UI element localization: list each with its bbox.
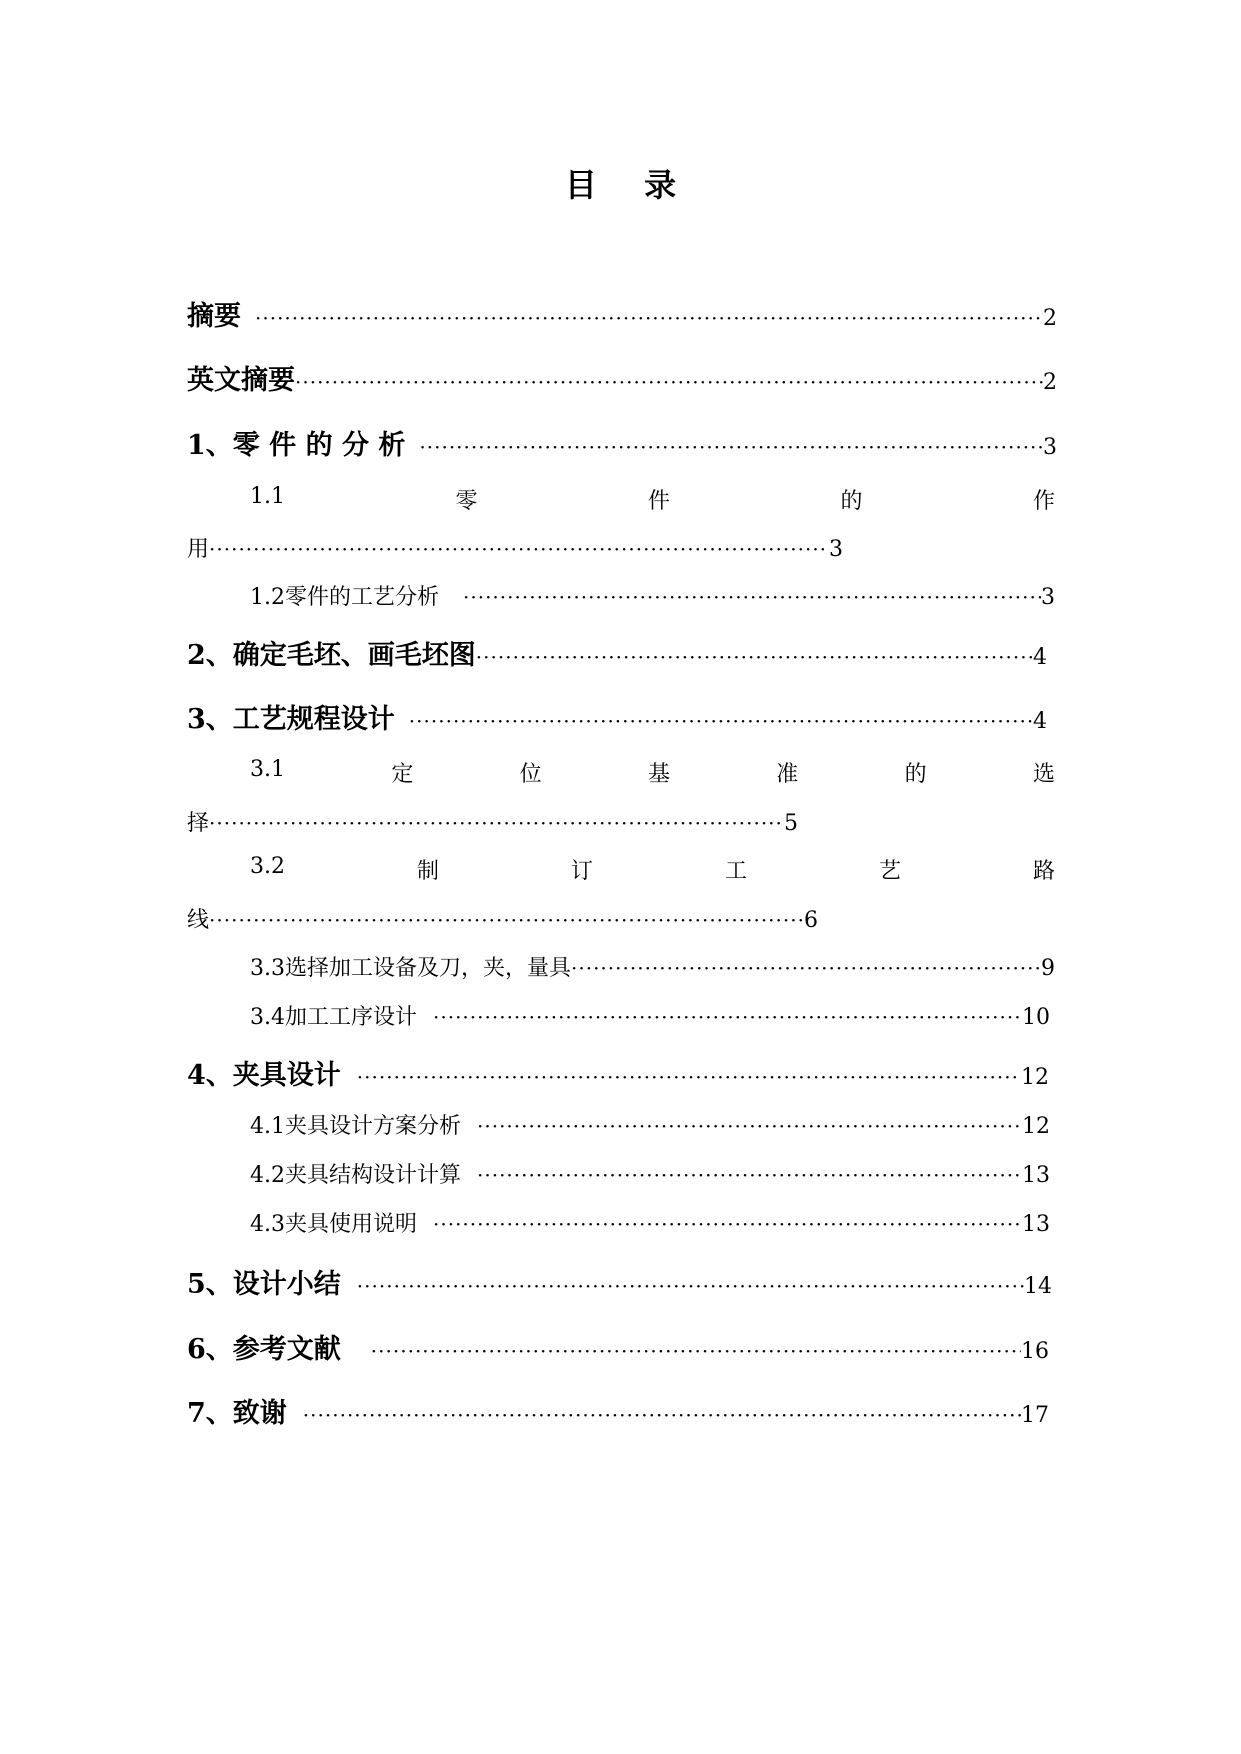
toc-page-number: 3 [829,537,844,562]
toc-entry-continuation[interactable] [187,532,843,563]
toc-page-number: 14 [1024,1274,1052,1299]
toc-entry-word: 3.1 [250,757,285,782]
toc-entry-word: 定 [391,762,414,787]
toc-leader-dots [303,1403,1021,1427]
toc-entry-label: 线 [187,908,210,933]
toc-leader-dots [463,585,1041,609]
toc-entry-word: 艺 [878,859,901,884]
toc-leader-dots [357,1274,1024,1298]
toc-entry-label: 1、零 件 的 分 析 [187,430,406,461]
toc-leader-dots [209,908,804,932]
toc-entry-blank-design[interactable] [187,633,1047,672]
toc-entry-word: 选 [1032,762,1055,787]
toc-entry-fixture-calculation[interactable] [250,1158,1050,1189]
page-title: 目 录 [564,166,695,204]
toc-leader-dots [371,1339,1021,1363]
toc-entry-process-planning[interactable] [187,697,1047,736]
toc-entry-word: 基 [647,762,670,787]
toc-entry-references[interactable] [187,1327,1049,1366]
toc-page-number: 9 [1041,956,1055,981]
toc-entry-label: 6、参考文献 [187,1334,341,1365]
toc-page-number: 6 [804,908,819,933]
toc-entry-label: 英文摘要 [187,365,295,396]
toc-entry-word: 订 [570,859,593,884]
toc-page-number: 2 [1043,306,1057,331]
toc-page-number: 10 [1022,1005,1050,1030]
toc-entry-part-function[interactable] [250,484,1055,515]
toc-entry-word: 的 [840,489,863,514]
toc-entry-word: 准 [776,762,799,787]
toc-entry-process-analysis[interactable] [250,580,1055,611]
toc-leader-dots [433,1005,1022,1029]
toc-page-number: 3 [1043,435,1057,460]
toc-entry-word: 的 [904,762,927,787]
toc-leader-dots [295,370,1043,394]
toc-entry-fixture-scheme[interactable] [250,1109,1050,1140]
toc-entry-fixture-design[interactable] [187,1053,1049,1092]
toc-entry-label: 3.4加工工序设计 [250,1005,417,1030]
toc-page-number: 13 [1022,1212,1050,1237]
toc-entry-continuation[interactable] [187,806,798,837]
toc-page-number: 5 [784,811,799,836]
toc-entry-english-abstract[interactable] [187,358,1057,397]
toc-entry-label: 4、夹具设计 [187,1060,341,1091]
toc-entry-equipment-selection[interactable] [250,951,1055,982]
toc-entry-label: 3、工艺规程设计 [187,704,395,735]
toc-leader-dots [419,435,1043,459]
toc-entry-label: 摘要 [187,301,241,332]
toc-leader-dots [255,306,1043,330]
toc-entry-acknowledgements[interactable] [187,1391,1049,1430]
toc-entry-abstract[interactable] [187,294,1057,333]
toc-leader-dots [477,1114,1022,1138]
toc-entry-word: 路 [1032,859,1055,884]
toc-entry-operation-design[interactable] [250,1000,1050,1031]
toc-entry-fixture-usage[interactable] [250,1207,1050,1238]
toc-page-number: 3 [1041,585,1055,610]
toc-page-number: 2 [1043,370,1057,395]
toc-entry-word: 制 [416,859,439,884]
toc-entry-label: 5、设计小结 [187,1269,341,1300]
toc-leader-dots [476,645,1033,669]
toc-entry-word: 零 [455,489,478,514]
toc-entry-label: 2、确定毛坯、画毛坯图 [187,640,476,671]
toc-page-number: 4 [1033,645,1047,670]
toc-entry-label: 用 [187,537,210,562]
toc-leader-dots [409,709,1033,733]
toc-entry-label: 择 [187,811,210,836]
toc-entry-datum-selection[interactable] [250,757,1055,788]
toc-entry-part-analysis[interactable] [187,423,1057,462]
toc-page-number: 16 [1021,1339,1049,1364]
toc-entry-word: 3.2 [250,854,285,879]
toc-leader-dots [357,1065,1021,1089]
toc-entry-label: 3.3选择加工设备及刀，夹，量具 [250,956,571,981]
toc-leader-dots [209,811,784,835]
toc-page-number: 12 [1021,1065,1049,1090]
toc-leader-dots [477,1163,1022,1187]
toc-leader-dots [209,537,829,561]
toc-entry-process-route[interactable] [250,854,1055,885]
toc-entry-word: 1.1 [250,484,285,509]
toc-leader-dots [571,956,1041,980]
toc-page-number: 13 [1022,1163,1050,1188]
toc-page-number: 17 [1021,1403,1049,1428]
toc-entry-design-summary[interactable] [187,1262,1052,1301]
toc-entry-continuation[interactable] [187,903,818,934]
toc-entry-label: 7、致谢 [187,1398,287,1429]
toc-entry-word: 工 [724,859,747,884]
toc-entry-label: 4.1夹具设计方案分析 [250,1114,461,1139]
toc-entry-word: 作 [1032,489,1055,514]
toc-entry-label: 4.2夹具结构设计计算 [250,1163,461,1188]
toc-leader-dots [433,1212,1022,1236]
toc-entry-word: 位 [519,762,542,787]
toc-entry-word: 件 [647,489,670,514]
toc-page-number: 4 [1033,709,1047,734]
toc-entry-label: 1.2零件的工艺分析 [250,585,439,610]
toc-page-number: 12 [1022,1114,1050,1139]
toc-entry-label: 4.3夹具使用说明 [250,1212,417,1237]
